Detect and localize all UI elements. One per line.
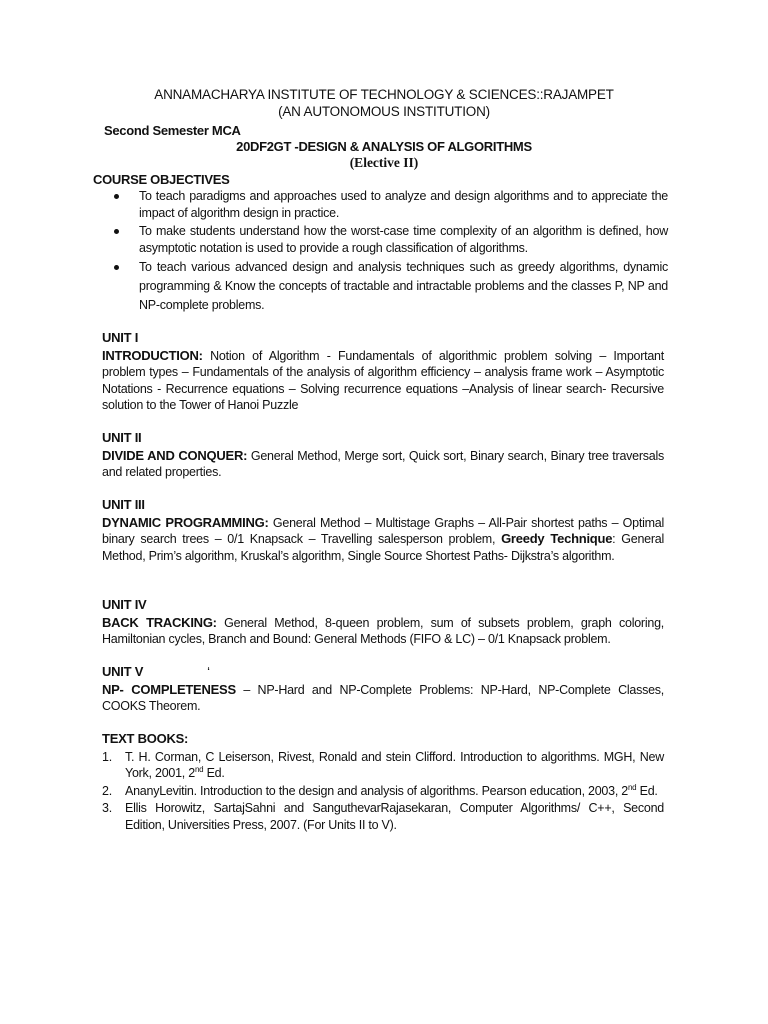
unit-text: General Method, 8-queen problem, sum of subsets problem, graph coloring, Hamiltonian cycles, Branch and Bound: General Methods (FIFO & LC) – 0/1 Knapsack problem. xyxy=(102,615,664,647)
autonomous-label: (AN AUTONOMOUS INSTITUTION) xyxy=(278,104,490,119)
course-title: 20DF2GT -DESIGN & ANALYSIS OF ALGORITHMS xyxy=(236,139,532,154)
objective-text: To teach various advanced design and analysis techniques such as greedy algorithms, dynamic programming & Know the concepts of tractable and intractable problems and the classes P, NP and NP-complete problems. xyxy=(139,260,668,312)
unit-keyword: BACK TRACKING: xyxy=(102,614,217,630)
unit-1 xyxy=(102,330,664,414)
unit-2 xyxy=(102,430,664,481)
unit-keyword: NP- COMPLETENESS xyxy=(102,681,236,697)
textbook-item xyxy=(102,749,664,782)
objectives-heading: COURSE OBJECTIVES xyxy=(93,172,230,187)
unit-title: UNIT I xyxy=(102,330,139,345)
unit-5 xyxy=(102,664,664,715)
unit-3 xyxy=(102,497,664,564)
unit-keyword-greedy: Greedy Technique xyxy=(501,531,613,547)
unit-text: Notion of Algorithm - Fundamentals of algorithmic problem solving – Important problem types – Fundamentals of the analysis of algorithm efficiency – analysis frame work – Asymptotic Notations - Recurrence equations – Solving recurrence equations –Analysis of linear search- Recursive solution to the Tower of Hanoi Puzzle xyxy=(102,348,664,413)
semester-label: Second Semester MCA xyxy=(104,123,241,138)
textbook-tail: Ed. xyxy=(636,783,658,798)
unit-body xyxy=(102,515,664,565)
textbook-text: T. H. Corman, C Leiserson, Rivest, Ronald and stein Clifford. Introduction to algorithms. MGH, New York, 2001, 2 xyxy=(125,749,664,781)
unit-4 xyxy=(102,597,664,648)
unit-body xyxy=(102,348,664,414)
unit-title: UNIT II xyxy=(102,430,142,445)
bullet-icon xyxy=(114,194,119,199)
textbook-tail: Ed. xyxy=(203,766,225,781)
objective-text: To make students understand how the worst-case time complexity of an algorithm is defined, how asymptotic notation is used to provide a rough classification of algorithms. xyxy=(139,224,668,255)
stray-mark: ‘ xyxy=(207,664,210,679)
unit-title: UNIT IV xyxy=(102,597,147,612)
unit-keyword: DIVIDE AND CONQUER: xyxy=(102,447,248,463)
unit-keyword: DYNAMIC PROGRAMMING: xyxy=(102,514,269,530)
unit-keyword: INTRODUCTION: xyxy=(102,347,203,363)
unit-text: General Method – Multistage Graphs – All-Pair shortest paths – Optimal binary search trees – 0/1 Knapsack – Travelling salesperson problem, xyxy=(102,515,665,547)
unit-body xyxy=(102,615,664,648)
textbook-item xyxy=(102,783,664,800)
textbook-number: 3. xyxy=(102,801,112,816)
textbooks-section xyxy=(102,731,664,835)
objective-item xyxy=(112,258,668,315)
bullet-icon xyxy=(114,265,119,270)
textbook-sup: nd xyxy=(627,782,637,792)
textbooks-heading: TEXT BOOKS: xyxy=(102,731,189,746)
bullet-icon xyxy=(114,229,119,234)
objectives-list xyxy=(112,188,668,317)
unit-title-text: UNIT V xyxy=(102,664,144,679)
unit-body xyxy=(102,448,664,481)
unit-title xyxy=(102,664,664,681)
unit-title: UNIT III xyxy=(102,497,145,512)
objective-item xyxy=(112,223,668,256)
textbook-sup: nd xyxy=(194,765,204,775)
objective-item xyxy=(112,188,668,221)
elective-label: (Elective II) xyxy=(349,155,419,170)
textbook-text: AnanyLevitin. Introduction to the design and analysis of algorithms. Pearson education, 2003, 2 xyxy=(125,783,628,798)
objective-text: To teach paradigms and approaches used to analyze and design algorithms and to appreciate the impact of algorithm design in practice. xyxy=(139,189,668,220)
unit-text: – NP-Hard and NP-Complete Problems: NP-Hard, NP-Complete Classes, COOKS Theorem. xyxy=(102,682,664,714)
textbook-item xyxy=(102,800,664,833)
unit-text-greedy: : General Method, Prim’s algorithm, Kruskal’s algorithm, Single Source Shortest Paths- Dijkstra’s algorithm. xyxy=(102,532,664,563)
unit-text: General Method, Merge sort, Quick sort, Binary search, Binary tree traversals and related properties. xyxy=(102,448,664,480)
institute-name: ANNAMACHARYA INSTITUTE OF TECHNOLOGY & SCIENCES::RAJAMPET xyxy=(154,87,614,102)
textbook-text: Ellis Horowitz, SartajSahni and SanguthevarRajasekaran, Computer Algorithms/ C++, Second Edition, Universities Press, 2007. (For Units II to V). xyxy=(125,801,664,832)
textbook-number: 2. xyxy=(102,783,112,798)
textbook-number: 1. xyxy=(102,749,112,764)
unit-body xyxy=(102,682,664,715)
